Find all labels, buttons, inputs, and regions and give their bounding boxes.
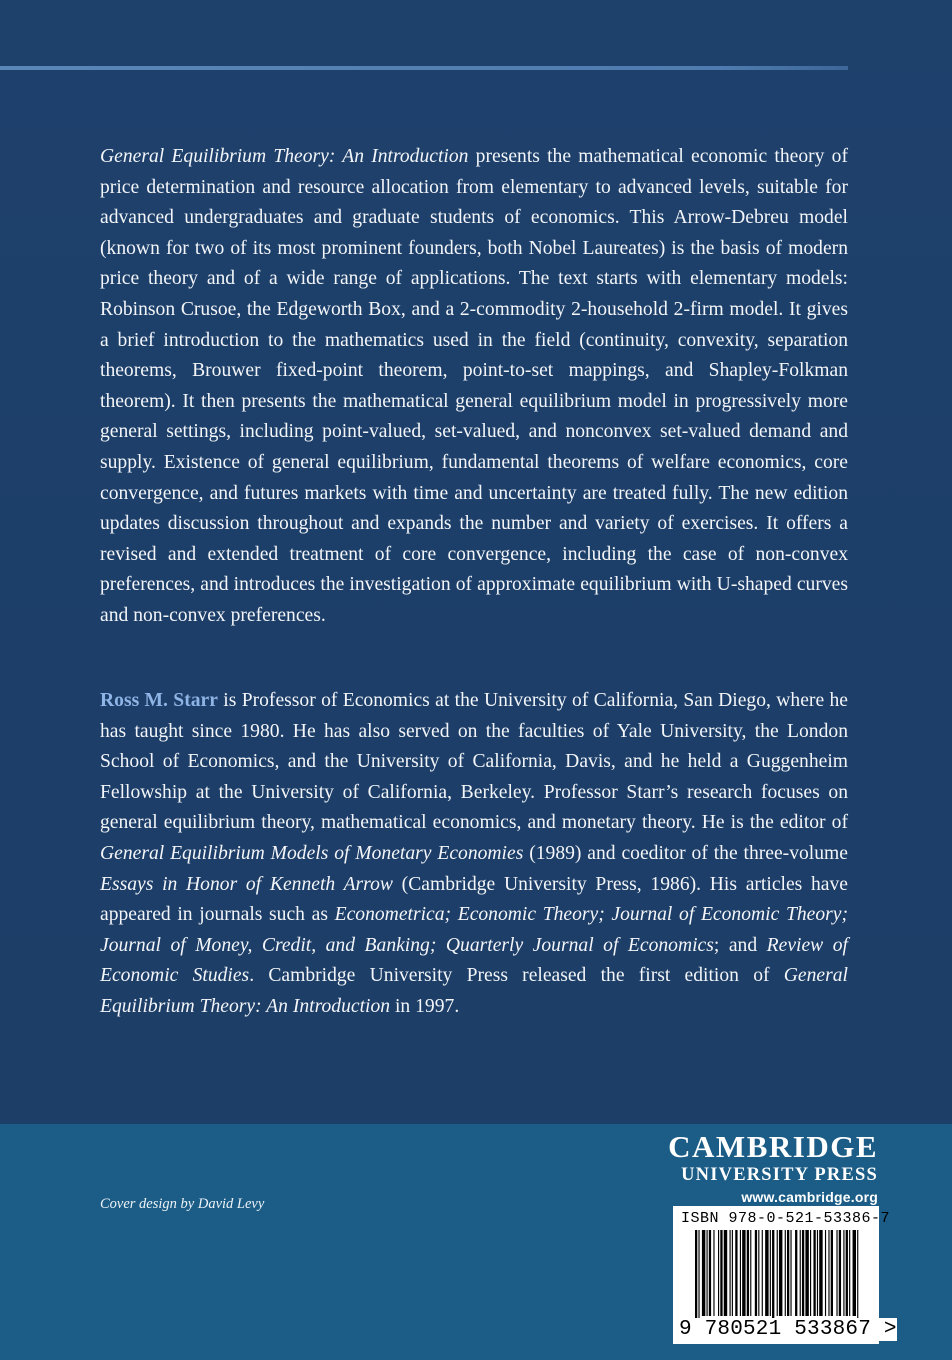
book-title-italic: General Equilibrium Theory: An Introduction xyxy=(100,146,469,167)
publisher-name: CAMBRIDGE xyxy=(668,1129,878,1164)
bio-text-5: . Cambridge University Press released the first edition of xyxy=(249,965,784,987)
bio-italic-3: Econometrica; Economic Theory; Journal of Economic Theory; Journal of Money, Credit, and Banking; Quarterly Journal of Economics xyxy=(100,904,848,956)
bio-italic-2: Essays in Honor of Kenneth Arrow xyxy=(100,873,393,895)
isbn-label: ISBN 978-0-521-53386-7 xyxy=(681,1210,891,1227)
bio-italic-4: Review of Economic Studies xyxy=(100,934,849,987)
bio-text-6: in 1997. xyxy=(390,995,460,1017)
publisher-subtitle: UNIVERSITY PRESS xyxy=(681,1165,878,1185)
author-name: Ross M. Starr xyxy=(100,690,218,711)
bio-italic-5: General Equilibrium Theory: An Introduction xyxy=(100,965,848,1017)
publisher-url: www.cambridge.org xyxy=(741,1189,878,1205)
publisher-logo xyxy=(668,1130,878,1208)
cover-design-credit: Cover design by David Levy xyxy=(100,1196,265,1212)
isbn-barcode xyxy=(673,1206,897,1344)
bio-text-4: ; and xyxy=(713,934,767,956)
author-biography xyxy=(100,686,848,1023)
book-description xyxy=(100,142,848,632)
bio-italic-1: General Equilibrium Models of Monetary Economies xyxy=(100,842,524,864)
bio-text-1: is Professor of Economics at the University of California, San Diego, where he has taught since 1980. He has also served on the faculties of Yale University, the London School of Economics, and the University of California, Davis, and he held a Guggenheim Fellowship at the University of California, Berkeley. Professor Starr’s research focuses on general equilibrium theory, mathematical economics, and monetary theory. He is the editor of xyxy=(100,690,848,834)
bio-text-2: (1989) and coeditor of the three-volume xyxy=(523,842,848,864)
description-text: presents the mathematical economic theory of price determination and resource allocation from elementary to advanced levels, suitable for advanced undergraduates and graduate students of economics. This Arrow-Debreu model (known for two of its most prominent founders, both Nobel Laureates) is the basis of modern price theory and of a wide range of applications. The text starts with elementary models: Robinson Crusoe, the Edgeworth Box, and a 2-commodity 2-household 2-firm model. It gives a brief introduction to the mathematics used in the field (continuity, convexity, separation theorems, Brouwer fixed-point theorem, point-to-set mappings, and Shapley-Folkman theorem). It then presents the mathematical general equilibrium model in progressively more general settings, including point-valued, set-valued, and nonconvex set-valued demand and supply. Existence of general equilibrium, fundamental theorems of welfare economics, core convergence, and futures markets with time and uncertainty are treated fully. The new edition updates discussion throughout and expands the number and variety of exercises. It offers a revised and extended treatment of core convergence, including the case of non-convex preferences, and introduces the investigation of approximate equilibrium with U-shaped curves and non-convex preferences. xyxy=(100,146,848,626)
barcode-digits: 9 780521 533867 > xyxy=(679,1318,897,1341)
top-divider-rule xyxy=(0,66,848,70)
bio-text-3: (Cambridge University Press, 1986). His articles have appeared in journals such as xyxy=(100,873,849,926)
